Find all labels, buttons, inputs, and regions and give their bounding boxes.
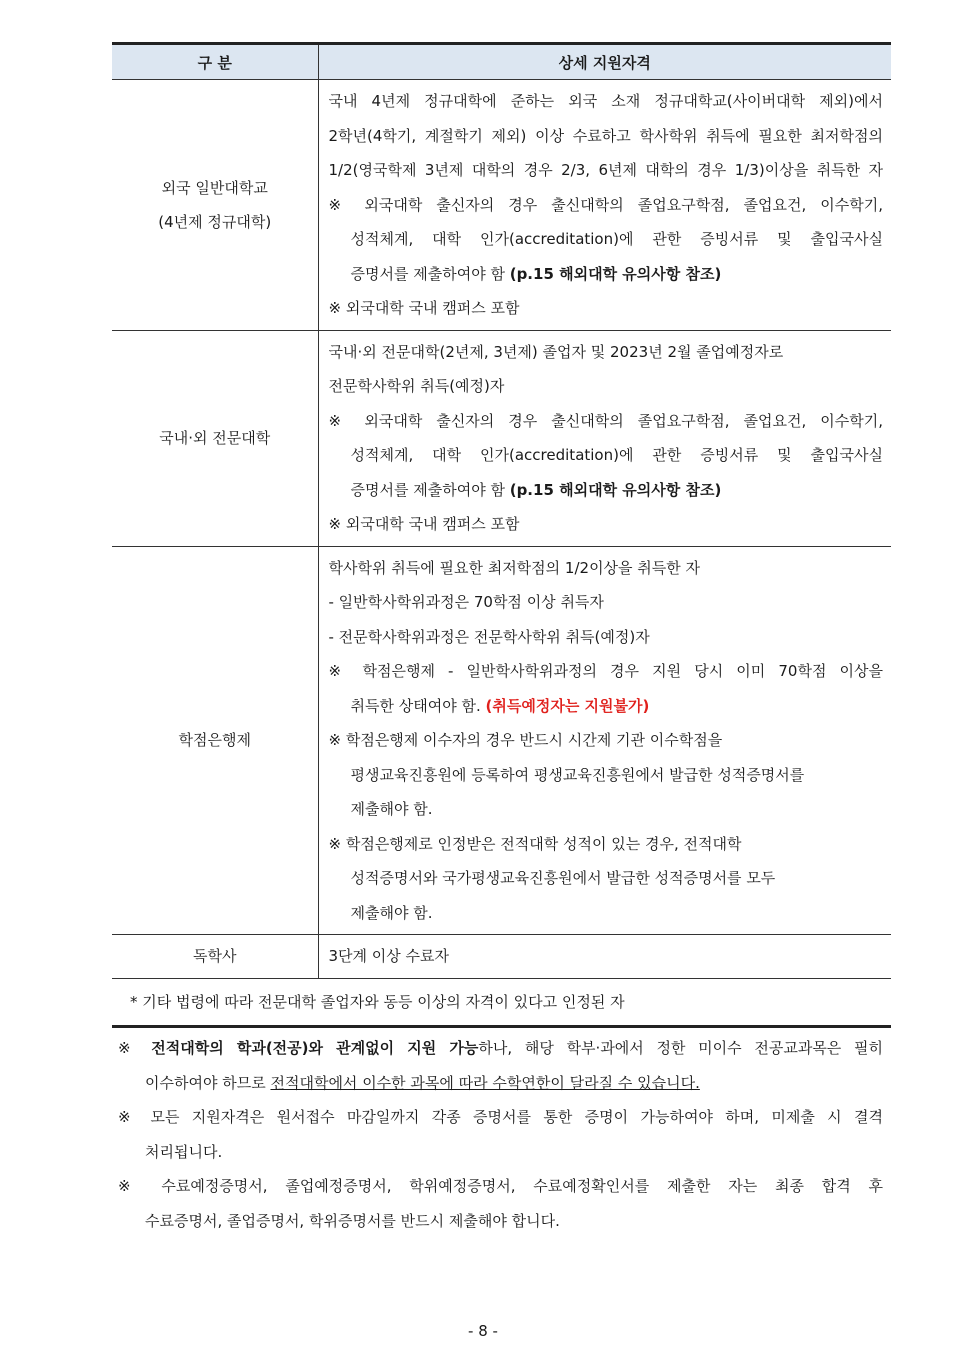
note-line (118, 1031, 883, 1066)
detail-line: 2학년(4학기, 계절학기 제외) 이상 수료하고 학사학위 취득에 필요한 최저학점의 (328, 126, 883, 145)
category-label: 외국 일반대학교 (161, 178, 268, 197)
note-line: 수료증명서, 졸업증명서, 학위증명서를 반드시 제출해야 합니다. (145, 1211, 560, 1230)
detail-line: 성적체계, 대학 인가(accreditation)에 관한 증빙서류 및 출입국사실 (350, 230, 883, 248)
detail-text: 취득한 상태여야 함. (350, 696, 481, 715)
category-cell (112, 80, 318, 331)
category-label: 학점은행제 (178, 731, 251, 750)
detail-line: ※ 학점은행제로 인정받은 전적대학 성적이 있는 경우, 전적대학 (328, 834, 742, 853)
category-cell (112, 546, 318, 935)
details-cell (318, 935, 891, 979)
note-text: 하나, 해당 학부·과에서 정한 미이수 전공교과목은 필히 (478, 1039, 883, 1057)
detail-line: 3단계 이상 수료자 (328, 947, 450, 965)
category-cell (112, 330, 318, 546)
reference-note: (p.15 해외대학 유의사항 참조) (509, 264, 722, 283)
detail-line: 제출해야 함. (350, 903, 433, 922)
table-row (112, 330, 891, 546)
qualification-section (112, 42, 891, 1028)
detail-line (329, 257, 884, 292)
category-label: 국내·외 전문대학 (159, 429, 271, 447)
note-line: ※ 수료예정증명서, 졸업예정증명서, 학위예정증명서, 수료예정확인서를 제출한 자는 최종 합격 후 (118, 1177, 883, 1195)
note-text: 이수하여야 하므로 (145, 1073, 266, 1092)
detail-line: ※ 외국대학 국내 캠퍼스 포함 (328, 299, 520, 317)
detail-line: ※ 외국대학 출신자의 경우 출신대학의 졸업요구학점, 졸업요건, 이수학기, (328, 411, 883, 430)
detail-line: 1/2(영국학제 3년제 대학의 경우 2/3, 6년제 대학의 경우 1/3)이상을 취득한 자 (328, 161, 883, 179)
detail-line: ※ 외국대학 출신자의 경우 출신대학의 졸업요구학점, 졸업요건, 이수학기, (328, 195, 883, 214)
detail-line (329, 473, 884, 508)
detail-line: 성적증명서와 국가평생교육진흥원에서 발급한 성적증명서를 모두 (350, 869, 776, 887)
warning-note: (취득예정자는 지원불가) (485, 696, 650, 715)
detail-line: 학사학위 취득에 필요한 최저학점의 1/2이상을 취득한 자 (328, 558, 701, 577)
detail-line: 성적체계, 대학 인가(accreditation)에 관한 증빙서류 및 출입국사실 (350, 446, 883, 464)
detail-line: 전문학사학위 취득(예정)자 (328, 377, 505, 395)
detail-line: 국내 4년제 정규대학에 준하는 외국 소재 정규대학교(사이버대학 제외)에서 (328, 92, 883, 110)
qualification-table (112, 42, 891, 979)
table-header-row (112, 44, 891, 80)
details-cell (318, 330, 891, 546)
table-footnote: * 기타 법령에 따라 전문대학 졸업자와 동등 이상의 자격이 있다고 인정된 자 (112, 979, 891, 1028)
table-row (112, 546, 891, 935)
detail-line: 국내·외 전문대학(2년제, 3년제) 졸업자 및 2023년 2월 졸업예정자로 (328, 342, 784, 361)
detail-line: - 전문학사학위과정은 전문학사학위 취득(예정)자 (328, 627, 650, 646)
page-number: - 8 - (468, 1322, 498, 1340)
category-sublabel: (4년제 정규대학) (158, 212, 272, 231)
detail-line: 제출해야 함. (350, 800, 433, 818)
header-details: 상세 지원자격 (318, 44, 891, 80)
detail-text: 증명서를 제출하여야 함 (350, 480, 505, 499)
detail-line: ※ 학점은행제 - 일반학사학위과정의 경우 지원 당시 이미 70학점 이상을 (328, 662, 883, 680)
details-cell (318, 546, 891, 935)
notes-section (118, 1031, 883, 1238)
note-line: ※ 모든 지원자격은 원서접수 마감일까지 각종 증명서를 통한 증명이 가능하여야 하며, 미제출 시 결격 (118, 1108, 883, 1126)
detail-text: 증명서를 제출하여야 함 (350, 264, 505, 283)
detail-line: 평생교육진흥원에 등록하여 평생교육진흥원에서 발급한 성적증명서를 (350, 765, 805, 784)
category-label: 독학사 (193, 947, 237, 966)
note-underlined: 전적대학에서 이수한 과목에 따라 수학연한이 달라질 수 있습니다. (270, 1073, 700, 1092)
detail-line: ※ 학점은행제 이수자의 경우 반드시 시간제 기관 이수학점을 (328, 731, 723, 749)
detail-line: - 일반학사학위과정은 70학점 이상 취득자 (328, 593, 604, 611)
category-cell (112, 935, 318, 979)
note-line: 처리됩니다. (145, 1142, 223, 1161)
note-line (118, 1066, 883, 1101)
detail-line (329, 689, 884, 724)
note-mark: ※ (118, 1039, 139, 1057)
note-emphasis: 전적대학의 학과(전공)와 관계없이 지원 가능 (151, 1039, 479, 1057)
table-row (112, 80, 891, 331)
header-category: 구 분 (112, 44, 318, 80)
details-cell (318, 80, 891, 331)
detail-line: ※ 외국대학 국내 캠퍼스 포함 (328, 515, 520, 533)
table-row (112, 935, 891, 979)
reference-note: (p.15 해외대학 유의사항 참조) (509, 480, 722, 499)
